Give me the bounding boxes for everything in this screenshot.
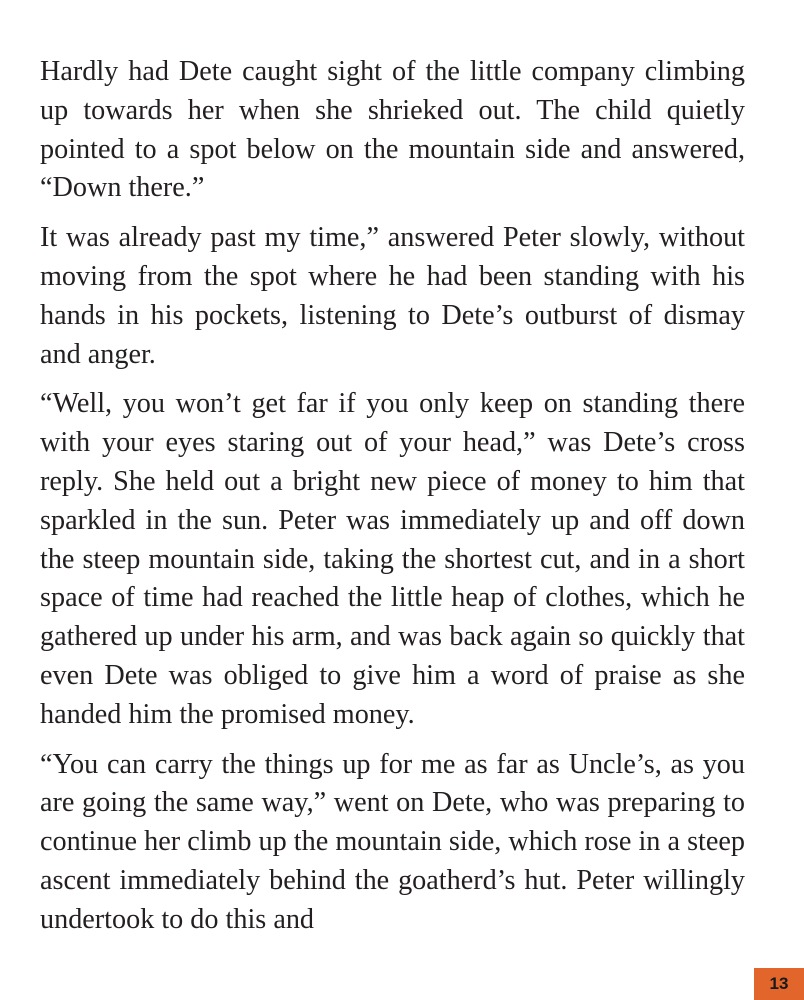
- paragraph-4: “You can carry the things up for me as far as Uncle’s, as you are going the same way,” went on Dete, who was preparing to continue her climb up the mountain side, which rose in a steep ascent immediately behind the goatherd’s hut. Peter willingly undertook to do this and: [40, 748, 745, 935]
- paragraph-3: “Well, you won’t get far if you only keep on standing there with your eyes staring out of your head,” was Dete’s cross reply. She held out a bright new piece of money to him that sparkled in the sun. Peter was immediately up and off down the steep mountain side, taking the shortest cut, and in a short space of time had reached the little heap of clothes, which he gathered up under his arm, and was back again so quickly that even Dete was obliged to give him a word of praise as she handed him the promised money.: [40, 388, 745, 730]
- page-number-badge: 13: [754, 968, 804, 1000]
- paragraph-2: It was already past my time,” answered Peter slowly, without moving from the spot where he had been standing with his hands in his pockets, listening to Dete’s outburst of dismay and anger.: [40, 222, 745, 370]
- page-body: [40, 53, 745, 951]
- paragraph-1: Hardly had Dete caught sight of the little company climbing up towards her when she shrieked out. The child quietly pointed to a spot below on the mountain side and answered, “Down there.”: [40, 56, 745, 204]
